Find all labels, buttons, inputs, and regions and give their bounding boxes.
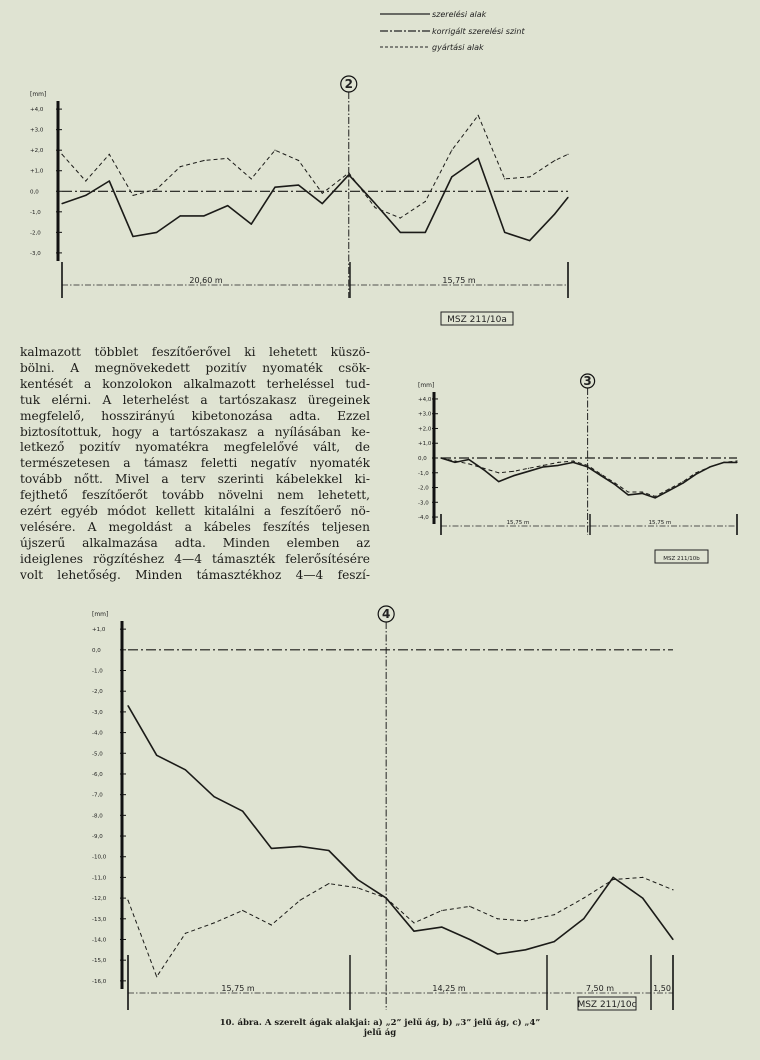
y-tick-label: -3,0 bbox=[30, 250, 41, 257]
data-point-solid bbox=[469, 939, 470, 940]
data-point-dashed bbox=[558, 462, 559, 463]
body-text-line: velésére. A megoldást a kábeles feszítés teljesen bbox=[20, 519, 370, 534]
data-point-dashed bbox=[525, 920, 526, 921]
data-point-dashed bbox=[497, 918, 498, 919]
data-point-dashed bbox=[543, 465, 544, 466]
data-point-dashed bbox=[554, 160, 555, 161]
data-point-solid bbox=[400, 232, 401, 233]
data-point-solid bbox=[242, 811, 243, 812]
span-length-label: 15,75 m bbox=[506, 520, 530, 526]
data-point-solid bbox=[454, 462, 455, 463]
body-text-line: természetesen a támasz feletti negatív nyomaték bbox=[20, 456, 370, 471]
data-point-dashed bbox=[468, 463, 469, 464]
reference-code: MSZ 211/10c bbox=[577, 1000, 637, 1010]
y-tick-label: 0,0 bbox=[92, 647, 101, 654]
body-text-line: megfelelő, hosszirányú kibetonozása adta. Ezzel bbox=[20, 408, 370, 423]
data-point-dashed bbox=[655, 496, 656, 497]
data-point-solid bbox=[413, 931, 414, 932]
data-point-dashed bbox=[695, 472, 696, 473]
y-tick-label: -2,0 bbox=[418, 485, 429, 492]
data-point-dashed bbox=[214, 922, 215, 923]
data-point-dashed bbox=[567, 154, 568, 155]
data-point-dashed bbox=[469, 906, 470, 907]
data-point-dashed bbox=[672, 889, 673, 890]
data-point-solid bbox=[298, 185, 299, 186]
data-point-solid bbox=[357, 879, 358, 880]
data-point-solid bbox=[628, 494, 629, 495]
data-point-solid bbox=[573, 462, 574, 463]
data-point-solid bbox=[587, 466, 588, 467]
y-tick-label: -5,0 bbox=[92, 751, 103, 758]
data-point-dashed bbox=[322, 193, 323, 194]
span-length-label: 1,50 bbox=[653, 984, 671, 993]
legend-label-dashdot: korrigált szerelési szint bbox=[432, 27, 525, 36]
y-tick-label: -3,0 bbox=[92, 709, 103, 716]
data-point-solid bbox=[567, 197, 568, 198]
data-point-dashed bbox=[109, 154, 110, 155]
body-text-line: volt lehetőség. Minden támasztékhoz 4—4 feszí- bbox=[20, 567, 370, 582]
data-point-solid bbox=[132, 236, 133, 237]
data-point-solid bbox=[425, 232, 426, 233]
data-point-solid bbox=[529, 240, 530, 241]
data-point-solid bbox=[525, 949, 526, 950]
body-text-line: biztosítottuk, hogy a tartószakasz a nyílásában ke- bbox=[20, 424, 370, 439]
data-point-dashed bbox=[127, 900, 128, 901]
data-point-solid bbox=[672, 939, 673, 940]
span-length-label: 7,50 m bbox=[585, 984, 615, 993]
data-point-solid bbox=[328, 850, 329, 851]
data-point-dashed bbox=[441, 910, 442, 911]
data-point-solid bbox=[274, 187, 275, 188]
data-point-dashed bbox=[601, 474, 602, 475]
data-point-dashed bbox=[156, 189, 157, 190]
support-marker-number: 2 bbox=[344, 77, 353, 91]
data-point-solid bbox=[61, 203, 62, 204]
y-tick-label: -16,0 bbox=[92, 978, 107, 985]
data-point-solid bbox=[543, 466, 544, 467]
y-tick-label: -14,0 bbox=[92, 937, 107, 944]
data-point-dashed bbox=[528, 468, 529, 469]
data-point-solid bbox=[655, 497, 656, 498]
data-point-solid bbox=[468, 459, 469, 460]
data-point-solid bbox=[682, 483, 683, 484]
body-text-line: fejthető feszítőerőt tovább növelni nem lehetett, bbox=[20, 488, 370, 503]
data-point-solid bbox=[375, 203, 376, 204]
data-point-solid bbox=[669, 490, 670, 491]
span-length-label: 15,75 m bbox=[221, 984, 255, 993]
y-tick-label: +3,0 bbox=[418, 411, 432, 418]
data-point-dashed bbox=[375, 207, 376, 208]
data-point-dashed bbox=[669, 488, 670, 489]
series-solid bbox=[128, 706, 673, 954]
data-point-dashed bbox=[357, 887, 358, 888]
y-tick-label: -9,0 bbox=[92, 834, 103, 841]
data-point-dashed bbox=[386, 898, 387, 899]
data-point-solid bbox=[441, 927, 442, 928]
data-point-dashed bbox=[425, 201, 426, 202]
series-solid bbox=[441, 458, 737, 498]
y-tick-label: -4,0 bbox=[418, 515, 429, 522]
data-point-dashed bbox=[613, 879, 614, 880]
reference-code: MSZ 211/10b bbox=[663, 556, 700, 562]
data-point-dashed bbox=[573, 460, 574, 461]
y-tick-label: -15,0 bbox=[92, 958, 107, 965]
body-text-line: tovább nőtt. Mivel a terv szerinti kábelekkel ki- bbox=[20, 472, 370, 487]
data-point-solid bbox=[451, 176, 452, 177]
data-point-solid bbox=[348, 174, 349, 175]
data-point-solid bbox=[601, 475, 602, 476]
reference-code: MSZ 211/10a bbox=[447, 315, 507, 325]
data-point-dashed bbox=[185, 933, 186, 934]
series-solid bbox=[62, 158, 568, 240]
body-text-line: ezért egyéb módot kellett kitalálni a feszítőerő nö- bbox=[20, 504, 370, 519]
data-point-dashed bbox=[498, 472, 499, 473]
y-tick-label: -1,0 bbox=[30, 209, 41, 216]
y-tick-label: -12,0 bbox=[92, 896, 107, 903]
data-point-dashed bbox=[736, 460, 737, 461]
data-point-solid bbox=[180, 215, 181, 216]
data-point-dashed bbox=[132, 195, 133, 196]
data-point-dashed bbox=[709, 466, 710, 467]
data-point-dashed bbox=[513, 471, 514, 472]
support-marker-number: 4 bbox=[381, 607, 391, 621]
legend bbox=[380, 9, 525, 52]
y-tick-label: -1,0 bbox=[418, 470, 429, 477]
y-tick-label: -8,0 bbox=[92, 813, 103, 820]
data-point-dashed bbox=[413, 922, 414, 923]
data-point-dashed bbox=[587, 465, 588, 466]
data-point-solid bbox=[251, 224, 252, 225]
data-point-dashed bbox=[723, 462, 724, 463]
data-point-solid bbox=[185, 769, 186, 770]
chart-branch-2 bbox=[30, 76, 569, 325]
data-point-dashed bbox=[61, 154, 62, 155]
y-tick-label: -6,0 bbox=[92, 771, 103, 778]
chart-branch-3 bbox=[418, 374, 738, 563]
data-point-solid bbox=[214, 796, 215, 797]
data-point-dashed bbox=[180, 166, 181, 167]
data-point-solid bbox=[583, 918, 584, 919]
span-length-label: 15,75 m bbox=[442, 276, 476, 285]
data-point-solid bbox=[613, 877, 614, 878]
y-tick-label: +1,0 bbox=[30, 168, 44, 175]
y-tick-label: +4,0 bbox=[30, 107, 44, 114]
legend-label-solid: szerelési alak bbox=[432, 10, 487, 19]
y-axis-label: [mm] bbox=[418, 382, 435, 389]
data-point-dashed bbox=[85, 180, 86, 181]
data-point-solid bbox=[642, 898, 643, 899]
y-tick-label: +2,0 bbox=[30, 148, 44, 155]
data-point-dashed bbox=[274, 150, 275, 151]
data-point-solid bbox=[156, 232, 157, 233]
data-point-solid bbox=[513, 475, 514, 476]
data-point-solid bbox=[498, 481, 499, 482]
body-text-line: kentését a konzolokon alkalmazott terheléssel tud- bbox=[20, 376, 370, 391]
body-text bbox=[20, 345, 370, 584]
data-point-solid bbox=[642, 493, 643, 494]
data-point-dashed bbox=[242, 910, 243, 911]
y-tick-label: -1,0 bbox=[92, 668, 103, 675]
figure-caption bbox=[160, 1018, 600, 1038]
y-tick-label: -11,0 bbox=[92, 875, 107, 882]
data-point-dashed bbox=[298, 160, 299, 161]
data-point-dashed bbox=[642, 491, 643, 492]
series-dashed bbox=[128, 877, 673, 976]
y-tick-label: -13,0 bbox=[92, 916, 107, 923]
data-point-solid bbox=[109, 180, 110, 181]
caption-line-1: 10. ábra. A szerelt ágak alakjai: a) „2” jelű ág, b) „3” jelű ág, c) „4” bbox=[219, 1018, 541, 1028]
data-point-solid bbox=[478, 158, 479, 159]
y-tick-label: -4,0 bbox=[92, 730, 103, 737]
body-text-line: ideiglenes rögzítéshez 4—4 támaszték felerősítésére bbox=[20, 551, 370, 566]
y-tick-label: -3,0 bbox=[418, 500, 429, 507]
data-point-dashed bbox=[328, 883, 329, 884]
y-axis-label: [mm] bbox=[92, 611, 109, 618]
y-tick-label: 0,0 bbox=[418, 456, 427, 462]
data-point-dashed bbox=[454, 460, 455, 461]
data-point-solid bbox=[127, 705, 128, 706]
data-point-solid bbox=[85, 195, 86, 196]
data-point-dashed bbox=[251, 178, 252, 179]
body-text-line: újszerű alkalmazása adta. Minden elemben az bbox=[20, 535, 370, 550]
chart-branch-4 bbox=[92, 606, 674, 1010]
y-axis-label: [mm] bbox=[30, 91, 47, 98]
span-length-label: 14,25 m bbox=[432, 984, 466, 993]
data-point-dashed bbox=[478, 115, 479, 116]
data-point-dashed bbox=[348, 172, 349, 173]
data-point-dashed bbox=[504, 178, 505, 179]
series-dashed bbox=[62, 115, 568, 218]
y-tick-label: -7,0 bbox=[92, 792, 103, 799]
data-point-dashed bbox=[615, 483, 616, 484]
y-tick-label: +2,0 bbox=[418, 426, 432, 433]
data-point-solid bbox=[528, 471, 529, 472]
data-point-solid bbox=[615, 484, 616, 485]
data-point-dashed bbox=[642, 877, 643, 878]
body-text-line: kalmazott többlet feszítőerővel ki lehetett küszö- bbox=[20, 345, 370, 359]
y-tick-label: -2,0 bbox=[92, 689, 103, 696]
data-point-dashed bbox=[451, 150, 452, 151]
data-point-dashed bbox=[529, 176, 530, 177]
span-length-label: 20,60 m bbox=[189, 276, 223, 285]
body-text-line: letkező pozitív nyomatékra megfelelővé vált, de bbox=[20, 440, 370, 455]
data-point-solid bbox=[497, 953, 498, 954]
data-point-solid bbox=[322, 203, 323, 204]
data-point-dashed bbox=[227, 158, 228, 159]
body-text-line: tuk elérni. A leterhelést a tartószakasz üregeinek bbox=[20, 392, 370, 407]
data-point-solid bbox=[736, 462, 737, 463]
y-tick-label: +1,0 bbox=[418, 441, 432, 448]
data-point-dashed bbox=[300, 900, 301, 901]
data-point-dashed bbox=[156, 976, 157, 977]
y-tick-label: -2,0 bbox=[30, 230, 41, 237]
y-tick-label: +3,0 bbox=[30, 127, 44, 134]
caption-line-2: jelű ág bbox=[363, 1028, 397, 1038]
data-point-dashed bbox=[271, 924, 272, 925]
data-point-solid bbox=[554, 941, 555, 942]
data-point-solid bbox=[558, 465, 559, 466]
data-point-dashed bbox=[554, 914, 555, 915]
data-point-solid bbox=[300, 846, 301, 847]
body-text-line: bölni. A megnövekedett pozitív nyomaték csök- bbox=[20, 360, 370, 375]
data-point-solid bbox=[483, 469, 484, 470]
data-point-dashed bbox=[400, 217, 401, 218]
data-point-dashed bbox=[682, 481, 683, 482]
data-point-solid bbox=[203, 215, 204, 216]
data-point-solid bbox=[504, 232, 505, 233]
y-tick-label: -10,0 bbox=[92, 854, 107, 861]
data-point-solid bbox=[227, 205, 228, 206]
y-tick-label: 0,0 bbox=[30, 189, 39, 196]
data-point-dashed bbox=[203, 160, 204, 161]
span-length-label: 15,75 m bbox=[648, 520, 672, 526]
support-marker-number: 3 bbox=[583, 374, 592, 388]
data-point-solid bbox=[156, 755, 157, 756]
data-point-dashed bbox=[483, 468, 484, 469]
legend-label-dashed: gyártási alak bbox=[432, 43, 484, 52]
data-point-solid bbox=[554, 213, 555, 214]
data-point-dashed bbox=[583, 898, 584, 899]
y-tick-label: +1,0 bbox=[92, 627, 106, 634]
y-tick-label: +4,0 bbox=[418, 396, 432, 403]
data-point-solid bbox=[695, 474, 696, 475]
data-point-solid bbox=[271, 848, 272, 849]
data-point-dashed bbox=[628, 491, 629, 492]
